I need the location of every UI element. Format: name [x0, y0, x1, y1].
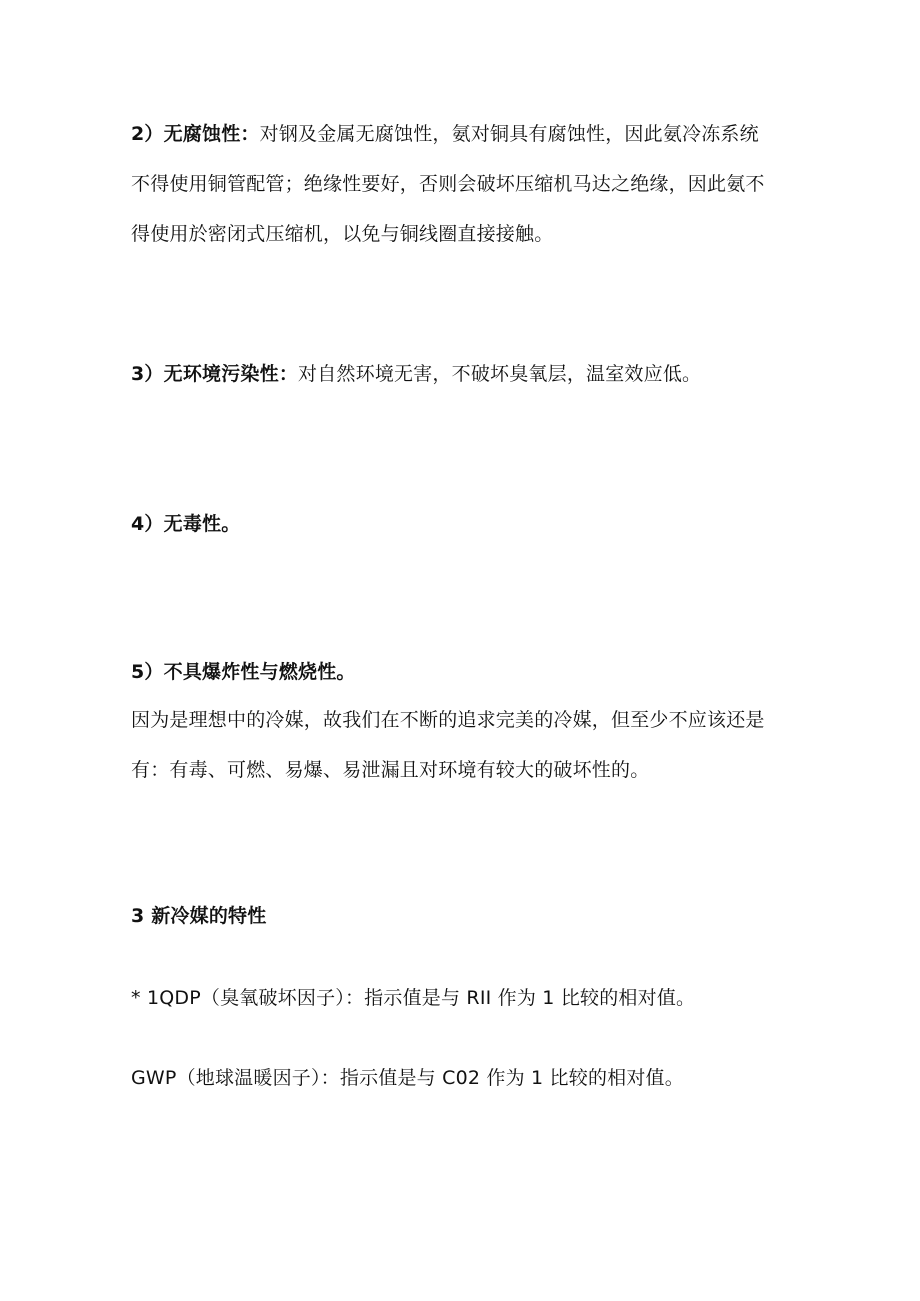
- paragraph-4-heading: 4）无毒性。: [131, 513, 241, 535]
- paragraph-2-line-1: [131, 120, 811, 148]
- paragraph-2-line-3: 得使用於密闭式压缩机，以免与铜线圈直接接触。: [131, 223, 554, 245]
- paragraph-5-line-1: 因为是理想中的冷媒，故我们在不断的追求完美的冷媒，但至少不应该还是: [131, 709, 765, 731]
- paragraph-3-heading: 3）无环境污染性：: [131, 363, 299, 385]
- paragraph-3-text: 对自然环境无害，不破坏臭氧层，温室效应低。: [298, 363, 702, 385]
- paragraph-3-line: [131, 360, 811, 388]
- odp-definition: * 1QDP（臭氧破坏因子）：指示值是与 RII 作为 1 比较的相对值。: [131, 987, 696, 1009]
- paragraph-5-heading: 5）不具爆炸性与燃烧性。: [131, 661, 356, 683]
- paragraph-2-line-2: 不得使用铜管配管；绝缘性要好，否则会破坏压缩机马达之绝缘，因此氨不: [131, 173, 765, 195]
- gwp-definition: GWP（地球温暖因子）：指示值是与 C02 作为 1 比较的相对值。: [131, 1067, 684, 1089]
- paragraph-2-heading: 2）无腐蚀性：: [131, 123, 260, 145]
- section-3-heading: 3 新冷媒的特性: [131, 905, 267, 927]
- paragraph-2-text: 对钢及金属无腐蚀性，氨对铜具有腐蚀性，因此氨冷冻系统: [259, 123, 759, 145]
- paragraph-5-line-2: 有：有毒、可燃、易爆、易泄漏且对环境有较大的破坏性的。: [131, 759, 650, 781]
